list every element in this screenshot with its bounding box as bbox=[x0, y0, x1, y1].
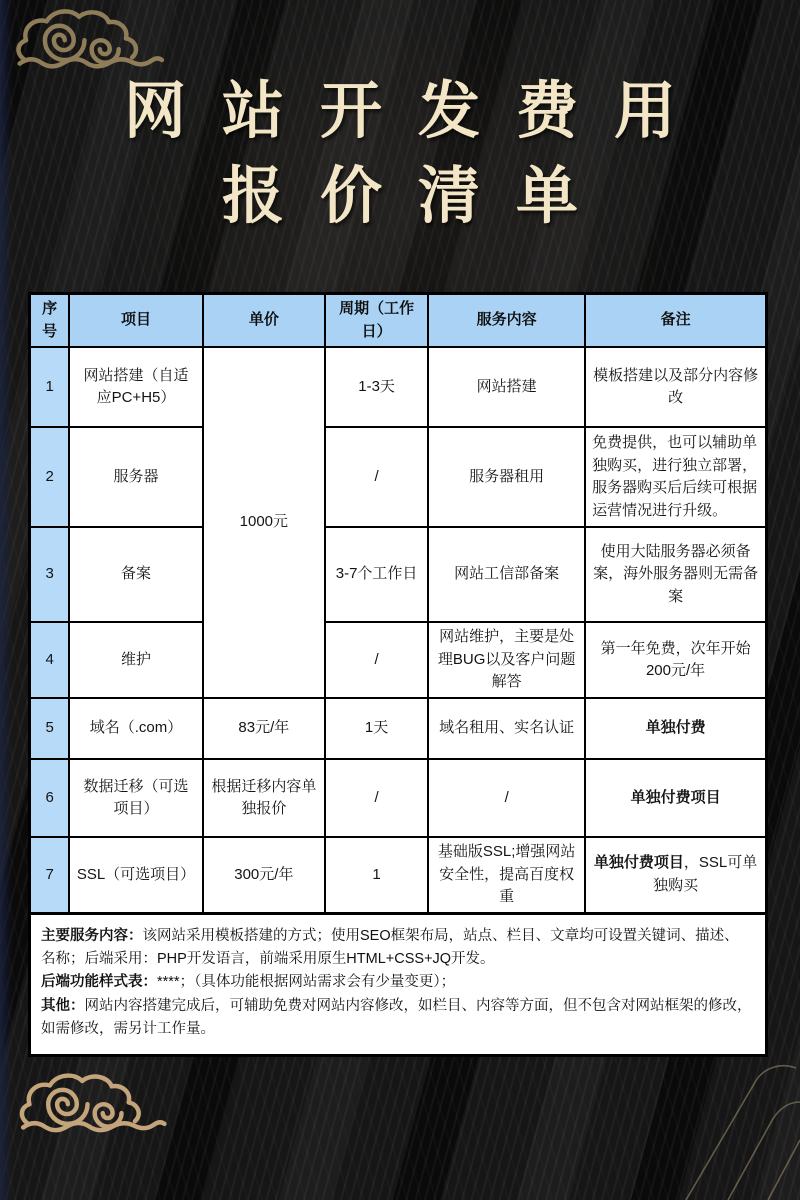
table-cell: 备案 bbox=[69, 527, 202, 622]
table-cell: 网站工信部备案 bbox=[428, 527, 585, 622]
note-line bbox=[41, 971, 753, 994]
table-cell: 服务器 bbox=[69, 427, 202, 527]
title-line-2: 报价清单 bbox=[221, 161, 614, 231]
cloud-ornament-icon bbox=[10, 6, 168, 78]
table-cell: 1-3天 bbox=[325, 347, 428, 427]
table-header-row bbox=[30, 294, 767, 348]
row-index-cell: 6 bbox=[30, 759, 70, 837]
table-cell: 基础版SSL;增强网站安全性，提高百度权重 bbox=[428, 837, 585, 913]
pricing-table bbox=[28, 292, 768, 915]
row-index-cell: 1 bbox=[30, 347, 70, 427]
table-cell: / bbox=[428, 759, 585, 837]
row-index-cell: 5 bbox=[30, 698, 70, 759]
note-label: 其他： bbox=[41, 997, 85, 1014]
table-cell: 单独付费 bbox=[585, 698, 766, 759]
table-cell: SSL（可选项目） bbox=[69, 837, 202, 913]
row-index-cell: 4 bbox=[30, 622, 70, 698]
cloud-ornament-icon bbox=[16, 1056, 168, 1156]
column-header: 备注 bbox=[585, 294, 766, 348]
pricing-table-container bbox=[28, 292, 768, 1057]
table-cell: 300元/年 bbox=[203, 837, 325, 913]
table-cell: 维护 bbox=[69, 622, 202, 698]
table-cell: 免费提供，也可以辅助单独购买，进行独立部署，服务器购买后后续可根据运营情况进行升级。 bbox=[585, 427, 766, 527]
table-cell: 单独付费项目，SSL可单独购买 bbox=[585, 837, 766, 913]
row-index-cell: 3 bbox=[30, 527, 70, 622]
table-cell: 网站搭建（自适应PC+H5） bbox=[69, 347, 202, 427]
table-cell: / bbox=[325, 622, 428, 698]
note-label: 后端功能样式表： bbox=[41, 974, 157, 991]
table-cell: 域名租用、实名认证 bbox=[428, 698, 585, 759]
notes-section bbox=[28, 915, 768, 1057]
note-label: 主要服务内容： bbox=[41, 927, 143, 944]
note-text: 该网站采用模板搭建的方式；使用SEO框架布局，站点、栏目、文章均可设置关键词、描述、名称；后端采用：PHP开发语言，前端采用原生HTML+CSS+JQ开发。 bbox=[41, 927, 739, 967]
table-cell: 单独付费项目 bbox=[585, 759, 766, 837]
table-cell: 模板搭建以及部分内容修改 bbox=[585, 347, 766, 427]
column-header: 服务内容 bbox=[428, 294, 585, 348]
table-cell: 根据迁移内容单独报价 bbox=[203, 759, 325, 837]
title-line-1: 网站开发费用 bbox=[123, 77, 712, 146]
table-row bbox=[30, 427, 767, 527]
table-row bbox=[30, 837, 767, 913]
corner-curve-lines-icon bbox=[590, 1040, 800, 1200]
table-row bbox=[30, 527, 767, 622]
table-row bbox=[30, 759, 767, 837]
table-row bbox=[30, 622, 767, 698]
note-line bbox=[41, 995, 753, 1042]
table-cell: 1天 bbox=[325, 698, 428, 759]
table-cell: 网站搭建 bbox=[428, 347, 585, 427]
table-cell: 第一年免费，次年开始200元/年 bbox=[585, 622, 766, 698]
table-cell: 使用大陆服务器必须备案，海外服务器则无需备案 bbox=[585, 527, 766, 622]
column-header: 周期（工作日） bbox=[325, 294, 428, 348]
table-cell: 83元/年 bbox=[203, 698, 325, 759]
note-text: ****；（具体功能根据网站需求会有少量变更）； bbox=[157, 974, 456, 991]
table-cell: / bbox=[325, 427, 428, 527]
table-cell: 域名（.com） bbox=[69, 698, 202, 759]
table-cell: 3-7个工作日 bbox=[325, 527, 428, 622]
row-index-cell: 2 bbox=[30, 427, 70, 527]
table-cell: 1 bbox=[325, 837, 428, 913]
table-cell: 数据迁移（可选项目） bbox=[69, 759, 202, 837]
pricing-table-body bbox=[30, 347, 767, 913]
table-cell: 服务器租用 bbox=[428, 427, 585, 527]
table-row bbox=[30, 347, 767, 427]
note-text: 网站内容搭建完成后，可辅助免费对网站内容修改，如栏目、内容等方面，但不包含对网站框架的修改，如需修改，需另计工作量。 bbox=[41, 997, 752, 1038]
column-header: 单价 bbox=[203, 294, 325, 348]
table-cell: 网站维护，主要是处理BUG以及客户问题解答 bbox=[428, 622, 585, 698]
poster-title bbox=[0, 70, 800, 240]
table-cell: 1000元 bbox=[203, 347, 325, 698]
row-index-cell: 7 bbox=[30, 837, 70, 913]
column-header: 项目 bbox=[69, 294, 202, 348]
column-header: 序号 bbox=[30, 294, 70, 348]
table-row bbox=[30, 698, 767, 759]
note-line bbox=[41, 925, 753, 972]
table-cell: / bbox=[325, 759, 428, 837]
